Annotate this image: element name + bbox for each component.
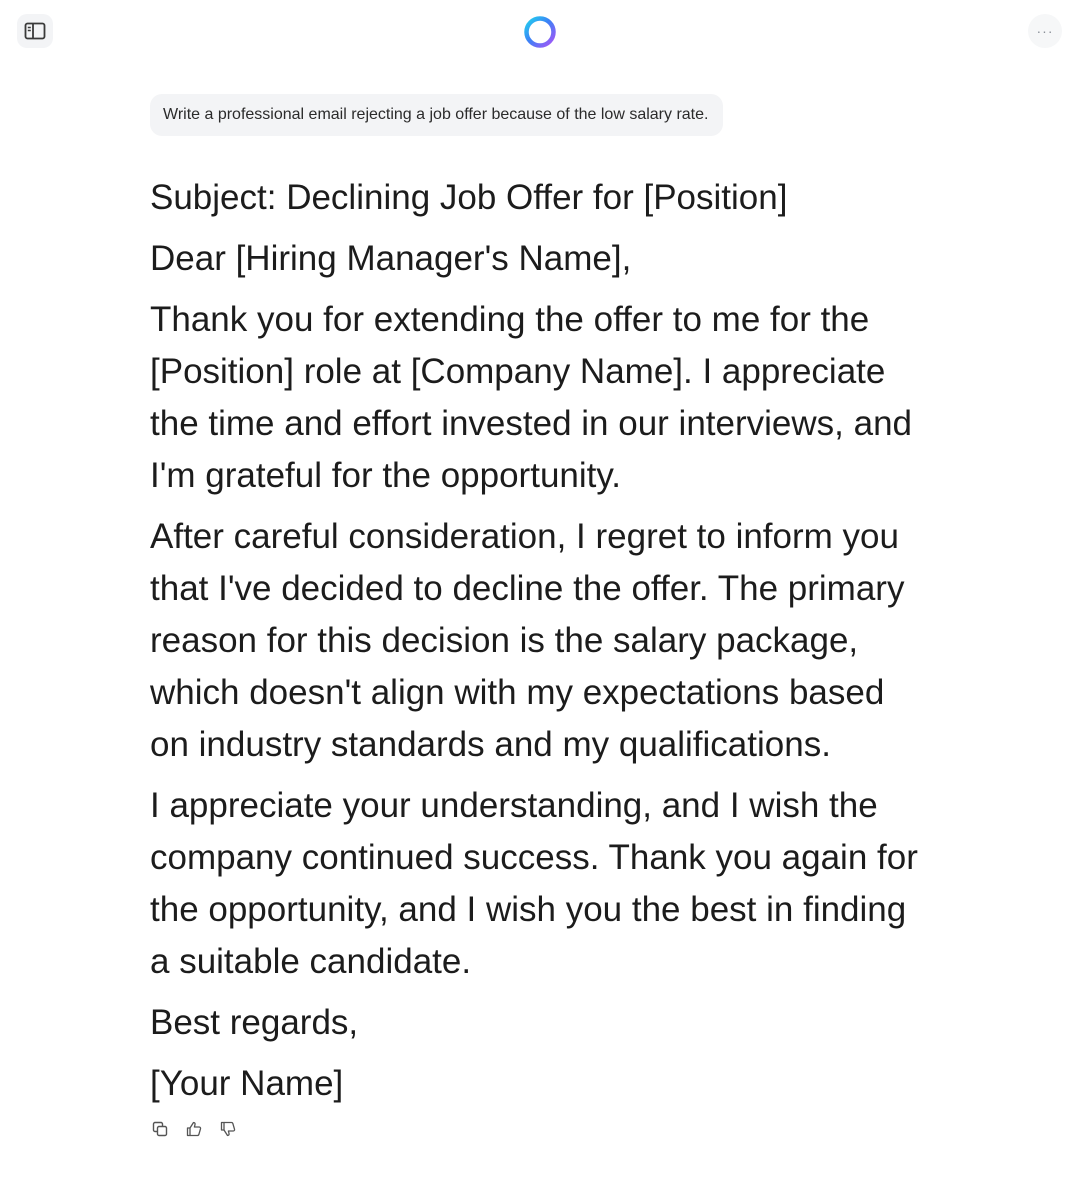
thumbs-up-icon [185,1120,203,1138]
like-button[interactable] [184,1118,204,1140]
sidebar-toggle-icon [24,22,46,40]
more-options-button[interactable] [1028,14,1062,48]
email-subject: Subject: Declining Job Offer for [Position] [150,178,788,217]
more-dots-icon: ··· [1036,23,1054,39]
assistant-reply [150,172,930,1119]
email-greeting: Dear [Hiring Manager's Name], [150,239,632,278]
dislike-button[interactable] [218,1118,238,1140]
email-paragraph: Thank you for extending the offer to me for the [Position] role at [Company Name]. I appreciate the time and effort invested in our interviews, and I'm grateful for the opportunity. [150,300,913,495]
reply-actions [150,1118,238,1140]
email-paragraph: I appreciate your understanding, and I wish the company continued success. Thank you again for the opportunity, and I wish you the best in finding a suitable candidate. [150,786,918,981]
sidebar-toggle-button[interactable] [17,14,53,48]
copy-button[interactable] [150,1118,170,1140]
copy-icon [151,1120,169,1138]
thumbs-down-icon [219,1120,237,1138]
top-bar [0,0,1080,64]
user-message: Write a professional email rejecting a job offer because of the low salary rate. [150,94,723,136]
email-closing: Best regards, [150,1003,359,1042]
email-signature: [Your Name] [150,1064,344,1103]
email-paragraph: After careful consideration, I regret to inform you that I've decided to decline the offer. The primary reason for this decision is the salary package, which doesn't align with my expectations based on industry standards and my qualifications. [150,517,905,764]
ring-logo-icon [522,14,558,50]
